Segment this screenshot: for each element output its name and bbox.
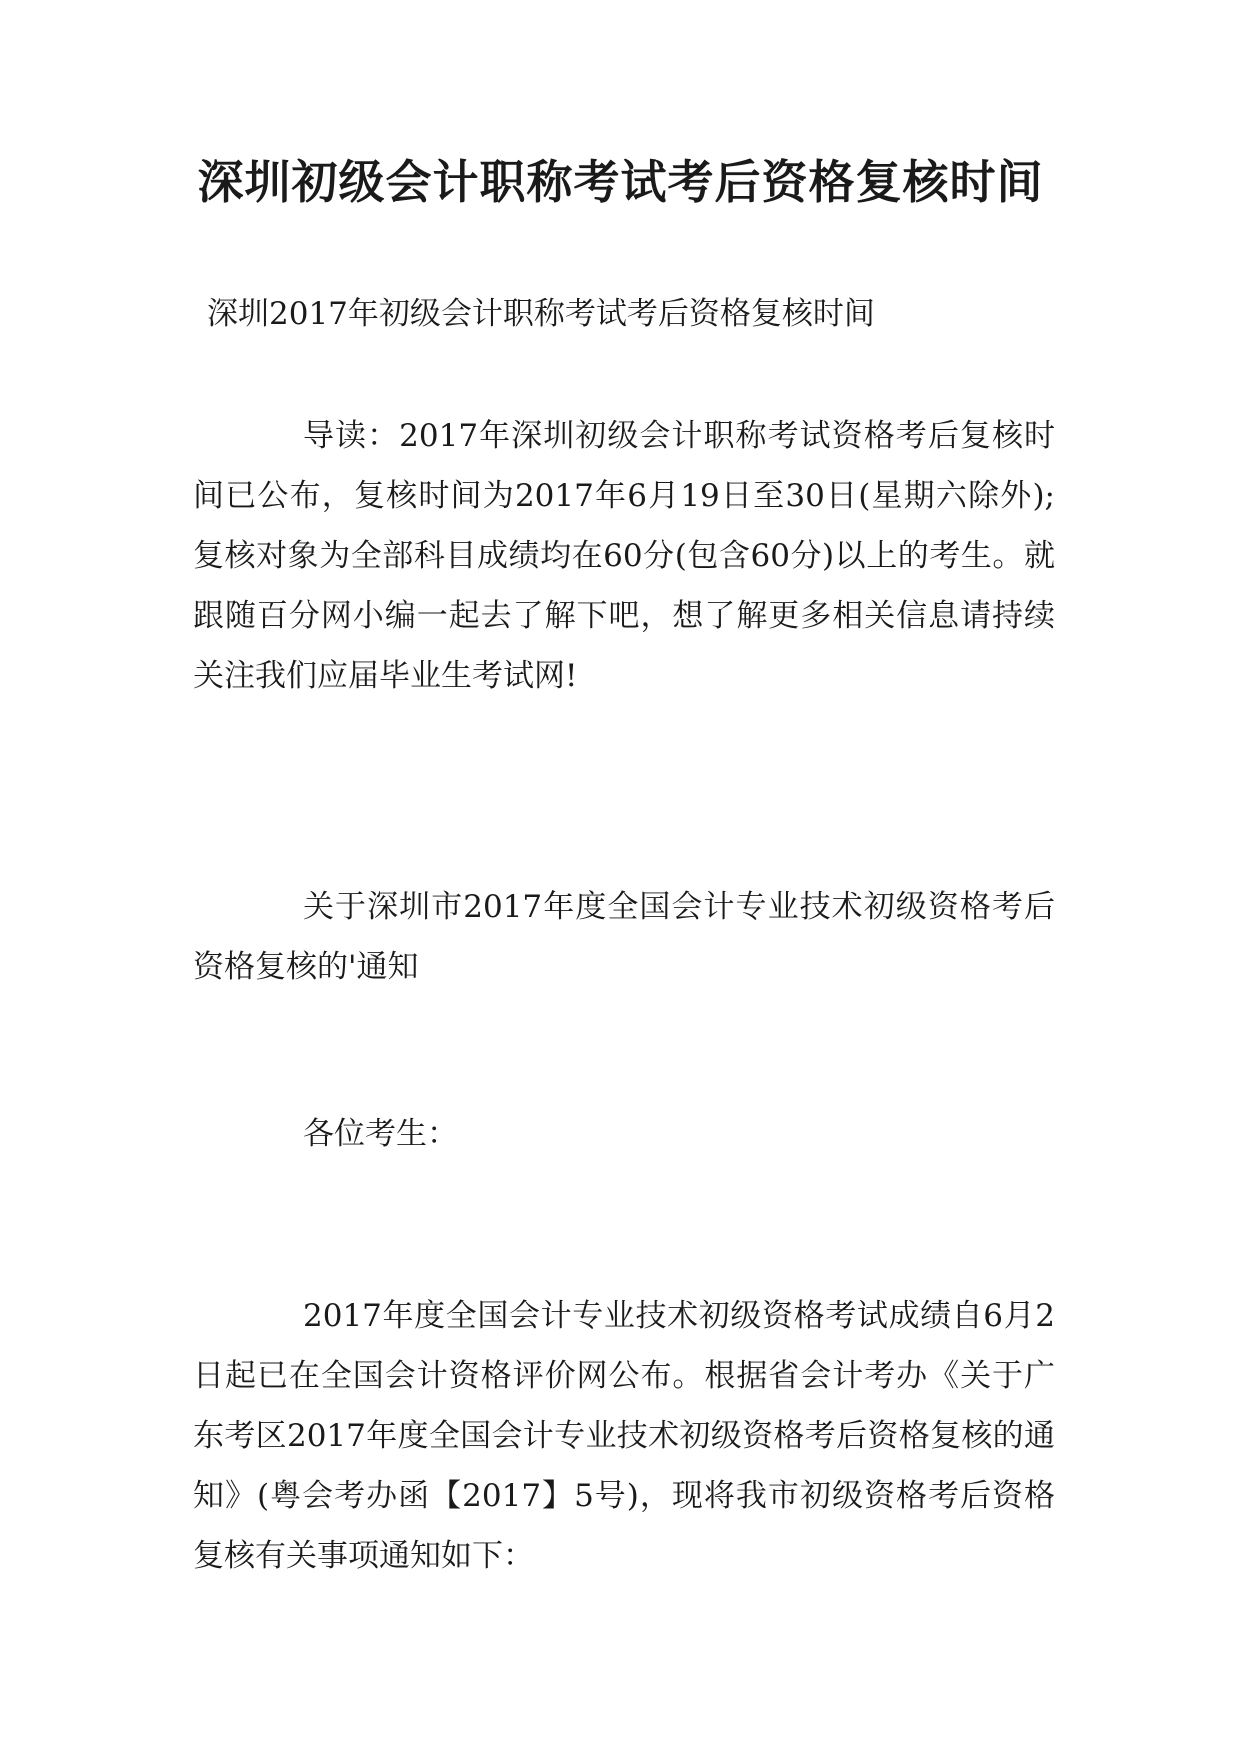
notice-title-paragraph: 关于深圳市2017年度全国会计专业技术初级资格考后资格复核的'通知 xyxy=(193,889,1055,985)
greeting-paragraph: 各位考生： xyxy=(303,1116,458,1152)
intro-paragraph: 导读：2017年深圳初级会计职称考试资格考后复核时间已公布，复核时间为2017年6月19日至30日(星期六除外);复核对象为全部科目成绩均在60分(包含60分)以上的考生。就跟随百分网小编一起去了解下吧，想了解更多相关信息请持续关注我们应届毕业生考试网! xyxy=(193,418,1055,694)
document-subtitle: 深圳2017年初级会计职称考试考后资格复核时间 xyxy=(207,296,875,332)
body-paragraph: 2017年度全国会计专业技术初级资格考试成绩自6月2日起已在全国会计资格评价网公布。根据省会计考办《关于广东考区2017年度全国会计专业技术初级资格考后资格复核的通知》(粤会考办函【2017】5号)，现将我市初级资格考后资格复核有关事项通知如下： xyxy=(193,1298,1055,1574)
document-title: 深圳初级会计职称考试考后资格复核时间 xyxy=(197,155,1044,209)
